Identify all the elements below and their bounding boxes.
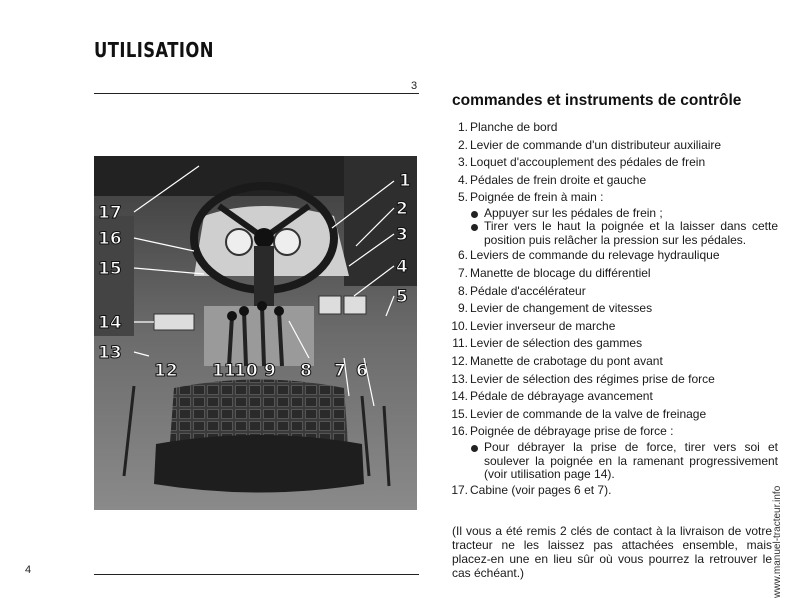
list-item: 3. Loquet d'accouplement des pédales de frein <box>457 155 706 170</box>
photo-label-10: 10 <box>234 361 258 381</box>
list-item: 12. Manette de crabotage du pont avant <box>451 354 663 369</box>
list-item: 4. Pédales de frein droite et gauche <box>457 172 647 187</box>
list-item: 5. Poignée de frein à main : Appuyer sur les pédales de frein ; Tirer vers le haut la poignée et la laisser dans cette position puis relâcher la pression sur les pédales. <box>457 190 778 247</box>
top-rule <box>94 93 419 94</box>
list-item: 1. Planche de bord <box>457 120 558 134</box>
list-item: 13. Levier de sélection des régimes prise de force <box>451 371 715 386</box>
photo-label-5: 5 <box>396 287 408 307</box>
photo-label-3: 3 <box>396 225 408 245</box>
photo-label-1: 1 <box>399 171 411 191</box>
photo-label-16: 16 <box>98 229 122 249</box>
list-item: 6. Leviers de commande du relevage hydraulique <box>457 248 720 263</box>
list-item: 10. Levier inverseur de marche <box>451 318 616 333</box>
list-item: 11. Levier de sélection des gammes <box>452 336 643 351</box>
section-title: UTILISATION <box>94 38 214 62</box>
list-item: 7. Manette de blocage du différentiel <box>457 266 651 281</box>
photo-label-6: 6 <box>356 361 368 381</box>
list-item: 15. Levier de commande de la valve de freinage <box>451 406 707 421</box>
page-heading: commandes et instruments de contrôle <box>452 92 742 109</box>
photo-label-4: 4 <box>396 257 408 277</box>
tractor-cab-photo <box>94 156 417 510</box>
keys-note: (Il vous a été remis 2 clés de contact à la livraison de votre tracteur ne les laissez pas attachées ensemble, mais placez-en une en lieu sûr où vous pourrez la retrouver le cas échéant.) <box>452 524 772 580</box>
sub-list-item: Appuyer sur les pédales de frein ; <box>470 207 778 221</box>
photo-label-8: 8 <box>300 361 312 381</box>
sub-list <box>470 207 778 248</box>
tractor-cab-illustration <box>94 156 417 510</box>
photo-label-9: 9 <box>264 361 276 381</box>
sub-list-item: Tirer vers le haut la poignée et la laisser dans cette position puis relâcher la pression sur les pédales. <box>470 220 778 247</box>
photo-label-2: 2 <box>396 199 408 219</box>
photo-label-17: 17 <box>98 203 122 223</box>
sub-list-item: Pour débrayer la prise de force, tirer vers soi et soulever la poignée en la ramenant progressivement (voir utilisation page 14). <box>470 441 778 482</box>
photo-label-13: 13 <box>98 343 122 363</box>
sub-page-number: 3 <box>411 80 418 92</box>
photo-label-14: 14 <box>98 313 122 333</box>
page-number: 4 <box>25 564 32 576</box>
list-item: 16. Poignée de débrayage prise de force : Pour débrayer la prise de force, tirer vers soi et soulever la poignée en la ramenant progressivement (voir utilisation page 14). <box>451 424 778 481</box>
side-url-watermark: www.manuel-tracteur.info <box>772 485 783 598</box>
bottom-rule <box>94 574 419 575</box>
list-item: 2. Levier de commande d'un distributeur auxiliaire <box>457 137 722 152</box>
list-item: 8. Pédale d'accélérateur <box>457 283 586 298</box>
list-item: 14. Pédale de débrayage avancement <box>451 389 653 404</box>
photo-label-15: 15 <box>98 259 122 279</box>
controls-list <box>436 119 778 499</box>
photo-label-12: 12 <box>154 361 178 381</box>
list-item: 17. Cabine (voir pages 6 et 7). <box>451 482 612 497</box>
photo-label-11: 11 <box>212 361 236 381</box>
photo-label-7: 7 <box>334 361 346 381</box>
list-item: 9. Levier de changement de vitesses <box>457 301 653 316</box>
sub-list <box>470 441 778 482</box>
